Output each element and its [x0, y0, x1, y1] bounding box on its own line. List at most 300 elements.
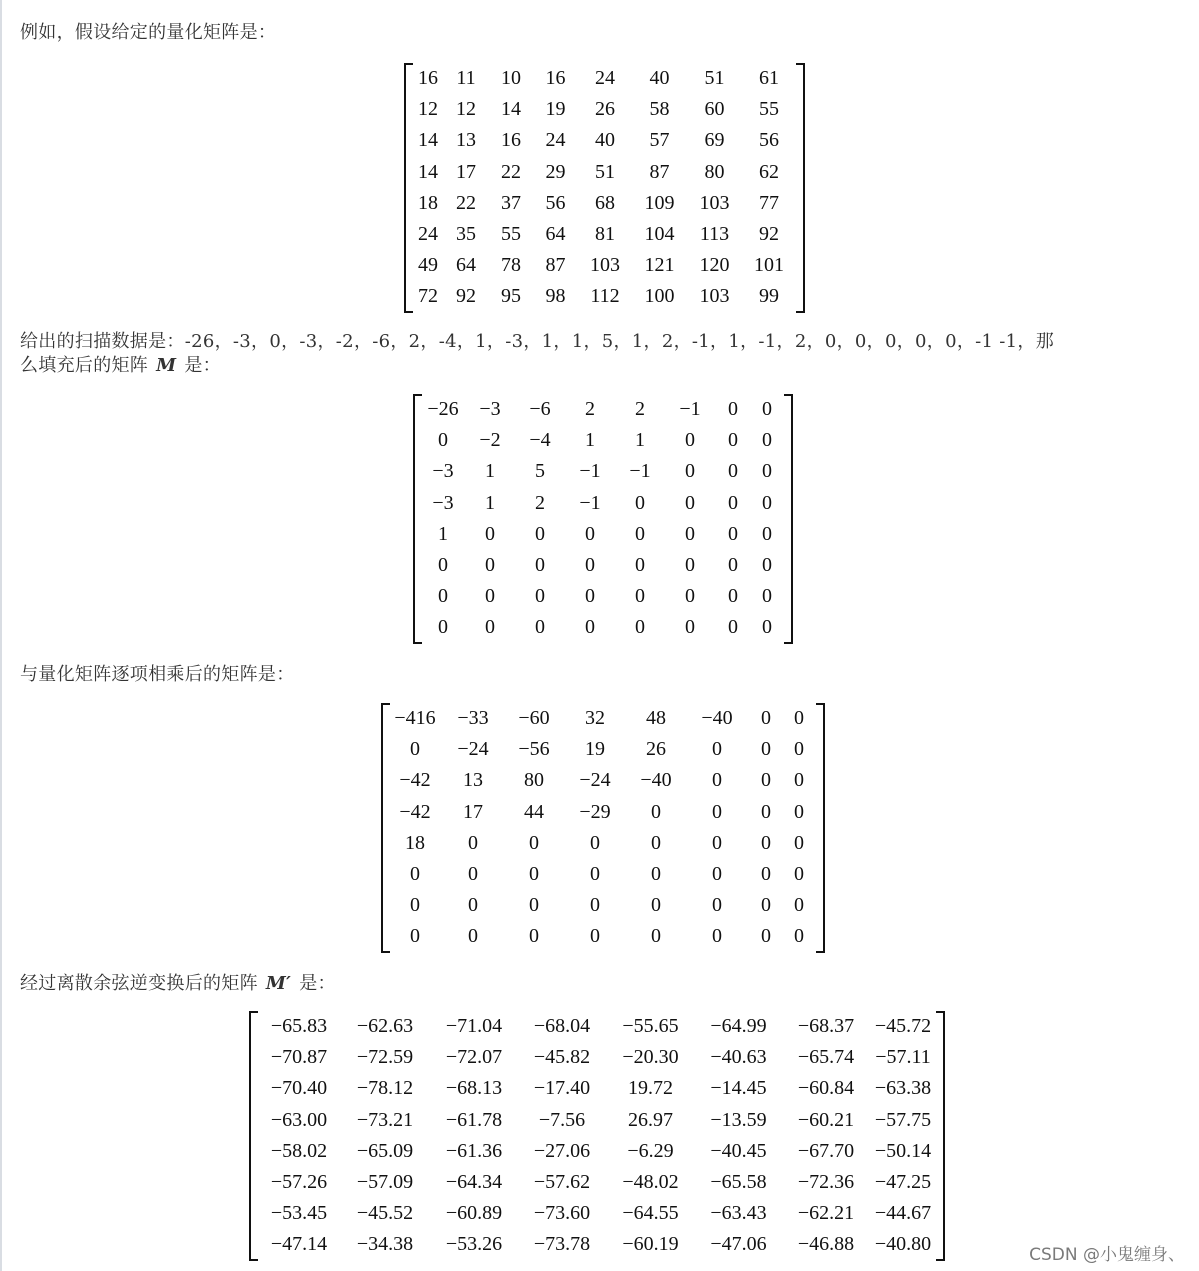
- matrix-cell: 103: [699, 191, 730, 214]
- matrix-cell: 109: [644, 191, 675, 214]
- matrix-cell: −33: [457, 707, 489, 730]
- matrix-cell: 19: [585, 738, 605, 761]
- matrix-cell: 103: [699, 285, 730, 308]
- matrix-cell: 2: [535, 491, 545, 514]
- matrix-cell: −3: [432, 491, 454, 514]
- matrix-cell: 0: [712, 925, 722, 948]
- matrix-cell: 14: [418, 129, 438, 152]
- matrix-cell: 80: [524, 769, 544, 792]
- matrix-cell: −40: [640, 769, 672, 792]
- matrix-cell: 55: [501, 223, 521, 246]
- matrix-cell: 0: [794, 925, 804, 948]
- matrix-cell: 0: [635, 585, 645, 608]
- matrix-cell: 0: [712, 800, 722, 823]
- matrix-row: [422, 425, 784, 456]
- matrix-cell: 98: [545, 285, 566, 308]
- matrix-cell: 57: [649, 129, 670, 152]
- matrix-cell: 29: [545, 160, 566, 183]
- matrix-cell: 1: [585, 429, 595, 452]
- matrix-cell: −73.78: [533, 1233, 591, 1256]
- matrix-cell: −63.38: [874, 1077, 932, 1100]
- matrix-cell: 0: [635, 554, 645, 577]
- matrix-cell: 0: [635, 522, 645, 545]
- matrix-cell: 0: [794, 894, 804, 917]
- matrix-cell: −26: [427, 398, 459, 421]
- matrix-cell: −73.60: [533, 1202, 591, 1225]
- matrix-cell: −57.75: [874, 1108, 932, 1131]
- matrix-cell: −65.83: [270, 1015, 328, 1038]
- matrix-cell: 12: [418, 98, 438, 121]
- matrix-row: [258, 1198, 936, 1229]
- matrix-row: [258, 1229, 936, 1260]
- matrix-cell: −45.82: [533, 1046, 591, 1069]
- matrix-cell: 0: [410, 863, 420, 886]
- matrix-cell: 0: [651, 925, 661, 948]
- matrix-cell: 0: [485, 616, 495, 639]
- matrix-cell: −14.45: [710, 1077, 767, 1100]
- matrix-cell: 44: [524, 800, 544, 823]
- matrix-row: [390, 765, 816, 796]
- matrix-cell: 0: [712, 863, 722, 886]
- matrix-cell: 26: [646, 738, 666, 761]
- matrix-cell: −47.06: [710, 1233, 767, 1256]
- matrix-cell: 0: [410, 894, 420, 917]
- matrix-cell: −416: [394, 707, 436, 730]
- matrix-cell: 0: [585, 554, 595, 577]
- matrix-cell: 0: [761, 738, 771, 761]
- matrix-cell: 0: [712, 769, 722, 792]
- matrix-row: [413, 281, 796, 312]
- matrix-cell: 51: [704, 67, 725, 90]
- matrix-cell: 64: [456, 254, 476, 277]
- matrix-cell: 0: [635, 616, 645, 639]
- matrix-row: [422, 456, 784, 487]
- matrix-cell: 81: [595, 223, 615, 246]
- matrix-cell: −60: [518, 707, 550, 730]
- matrix-cell: 48: [646, 707, 666, 730]
- matrix-cell: 0: [762, 491, 772, 514]
- matrix-cell: 0: [585, 616, 595, 639]
- matrix-cell: 0: [728, 398, 738, 421]
- matrix-left-bracket: [381, 703, 390, 953]
- matrix-cell: −13.59: [710, 1108, 767, 1131]
- matrix-row: [413, 157, 796, 188]
- matrix-cell: 1: [635, 429, 645, 452]
- matrix-cell: 0: [762, 554, 772, 577]
- matrix-row: [258, 1042, 936, 1073]
- matrix-cell: 19.72: [628, 1077, 673, 1100]
- matrix-cell: 69: [704, 129, 725, 152]
- math-variable-m: M: [156, 355, 177, 376]
- matrix-cell: 0: [761, 894, 771, 917]
- matrix-row: [422, 550, 784, 581]
- matrix-row: [390, 890, 816, 921]
- matrix-cell: 0: [438, 429, 448, 452]
- matrix-cell: −60.89: [445, 1202, 503, 1225]
- matrix-cell: −3: [432, 460, 454, 483]
- matrix-cell: 0: [712, 894, 722, 917]
- matrix-cell: 26.97: [628, 1108, 673, 1131]
- matrix-row: [258, 1011, 936, 1042]
- matrix-cell: 1: [438, 522, 448, 545]
- matrix-cell: 49: [418, 254, 438, 277]
- content-left-border: [0, 0, 2, 1271]
- matrix-cell: −64.99: [710, 1015, 767, 1038]
- caption-text: 么填充后的矩阵: [20, 355, 149, 376]
- matrix-cell: −45.72: [874, 1015, 932, 1038]
- matrix-cell: 0: [529, 831, 539, 854]
- matrix-cell: 60: [704, 98, 725, 121]
- matrix-cell: −62.21: [797, 1202, 855, 1225]
- matrix-cell: −24: [579, 769, 611, 792]
- matrix-cell: 22: [456, 191, 476, 214]
- product-matrix: [381, 703, 825, 953]
- math-variable-m-prime: M′: [265, 973, 292, 994]
- matrix-cell: −46.88: [797, 1233, 855, 1256]
- idct-matrix: [249, 1011, 945, 1261]
- matrix-cell: 0: [728, 491, 738, 514]
- matrix-cell: −1: [629, 460, 651, 483]
- matrix-cell: 55: [759, 98, 779, 121]
- matrix-cell: 18: [405, 831, 425, 854]
- filled-matrix-caption: [20, 354, 221, 378]
- matrix-cell: 12: [456, 98, 476, 121]
- matrix-cell: 77: [759, 191, 779, 214]
- matrix-row: [413, 188, 796, 219]
- matrix-cell: 0: [712, 738, 722, 761]
- matrix-cell: 62: [759, 160, 779, 183]
- matrix-row: [413, 63, 796, 94]
- matrix-cell: 0: [685, 585, 695, 608]
- matrix-cell: 87: [649, 160, 670, 183]
- matrix-cell: 0: [485, 585, 495, 608]
- idct-caption: [20, 972, 336, 996]
- matrix-cell: 0: [728, 429, 738, 452]
- matrix-cell: 103: [590, 254, 620, 277]
- matrix-cell: −57.09: [356, 1171, 414, 1194]
- matrix-cell: 0: [794, 831, 804, 854]
- matrix-cell: −45.52: [356, 1202, 414, 1225]
- matrix-right-bracket: [784, 394, 793, 644]
- matrix-cell: 24: [545, 129, 566, 152]
- matrix-cell: 16: [418, 67, 438, 90]
- matrix-cell: −27.06: [533, 1139, 591, 1162]
- matrix-cell: 121: [644, 254, 675, 277]
- matrix-cell: 104: [644, 223, 675, 246]
- matrix-row: [258, 1136, 936, 1167]
- matrix-cell: 0: [585, 522, 595, 545]
- matrix-cell: −34.38: [356, 1233, 414, 1256]
- matrix-cell: −6: [529, 398, 551, 421]
- matrix-left-bracket: [249, 1011, 258, 1261]
- matrix-cell: −3: [479, 398, 501, 421]
- matrix-cell: −61.36: [445, 1139, 503, 1162]
- matrix-cell: 0: [438, 616, 448, 639]
- matrix-cell: −70.40: [270, 1077, 328, 1100]
- matrix-row: [413, 250, 796, 281]
- matrix-cell: 87: [545, 254, 566, 277]
- intro-text: 例如，假设给定的量化矩阵是：: [20, 22, 277, 43]
- matrix-cell: 40: [649, 67, 670, 90]
- matrix-cell: 0: [535, 522, 545, 545]
- matrix-cell: 0: [762, 398, 772, 421]
- matrix-cell: 0: [794, 863, 804, 886]
- matrix-cell: 24: [595, 67, 615, 90]
- matrix-cell: 112: [590, 285, 620, 308]
- matrix-row: [422, 394, 784, 425]
- matrix-cell: 0: [485, 522, 495, 545]
- matrix-cell: 26: [595, 98, 615, 121]
- matrix-cell: 19: [545, 98, 566, 121]
- matrix-cell: −60.19: [622, 1233, 679, 1256]
- matrix-cell: 0: [529, 894, 539, 917]
- matrix-cell: 16: [545, 67, 566, 90]
- matrix-cell: −68.04: [533, 1015, 591, 1038]
- matrix-cell: 0: [761, 769, 771, 792]
- matrix-cell: 113: [699, 223, 730, 246]
- matrix-cell: −47.25: [874, 1171, 932, 1194]
- matrix-cell: 56: [545, 191, 566, 214]
- matrix-cell: −56: [518, 738, 550, 761]
- matrix-left-bracket: [413, 394, 422, 644]
- matrix-cell: −70.87: [270, 1046, 328, 1069]
- matrix-cell: 0: [438, 554, 448, 577]
- matrix-cell: −72.59: [356, 1046, 414, 1069]
- matrix-cell: −57.26: [270, 1171, 328, 1194]
- matrix-cell: 0: [651, 863, 661, 886]
- matrix-cell: 0: [794, 707, 804, 730]
- matrix-cell: 0: [685, 554, 695, 577]
- matrix-cell: 0: [485, 554, 495, 577]
- matrix-cell: 22: [501, 160, 521, 183]
- matrix-cell: −47.14: [270, 1233, 328, 1256]
- matrix-cell: 40: [595, 129, 615, 152]
- matrix-cell: −40.80: [874, 1233, 932, 1256]
- matrix-cell: 0: [728, 616, 738, 639]
- matrix-cell: −48.02: [622, 1171, 679, 1194]
- matrix-cell: −50.14: [874, 1139, 932, 1162]
- matrix-cell: −68.37: [797, 1015, 855, 1038]
- matrix-cell: 17: [463, 800, 483, 823]
- scan-data-text: 给出的扫描数据是：-26，-3，0，-3，-2，-6，2，-4，1，-3，1，1，5，1，2，-1，1，-1，2，0，0，0，0，0，-1 -1，那: [20, 331, 1055, 352]
- matrix-right-bracket: [796, 63, 805, 313]
- matrix-cell: 11: [456, 67, 476, 90]
- caption-suffix: 是：: [184, 355, 221, 376]
- matrix-cell: −57.11: [875, 1046, 931, 1069]
- matrix-row: [258, 1105, 936, 1136]
- matrix-cell: 0: [728, 522, 738, 545]
- matrix-cell: −64.34: [445, 1171, 503, 1194]
- matrix-cell: 0: [529, 925, 539, 948]
- matrix-cell: 13: [456, 129, 476, 152]
- matrix-cell: 0: [728, 554, 738, 577]
- matrix-cell: −29: [579, 800, 611, 823]
- matrix-cell: 0: [712, 831, 722, 854]
- matrix-cell: 0: [761, 707, 771, 730]
- matrix-row: [413, 219, 796, 250]
- matrix-cell: 0: [410, 925, 420, 948]
- matrix-cell: 10: [501, 67, 521, 90]
- matrix-row: [390, 828, 816, 859]
- matrix-cell: −63.00: [270, 1108, 328, 1131]
- matrix-cell: 68: [595, 191, 615, 214]
- matrix-cell: 92: [759, 223, 779, 246]
- matrix-cell: 0: [535, 585, 545, 608]
- matrix-cell: −62.63: [356, 1015, 414, 1038]
- matrix-cell: 61: [759, 67, 779, 90]
- matrix-row: [422, 612, 784, 643]
- matrix-cell: −40.63: [710, 1046, 767, 1069]
- matrix-cell: −61.78: [445, 1108, 503, 1131]
- matrix-cell: −65.09: [356, 1139, 414, 1162]
- matrix-cell: −67.70: [797, 1139, 855, 1162]
- matrix-cell: 0: [468, 863, 478, 886]
- matrix-cell: 18: [418, 191, 438, 214]
- matrix-cell: 24: [418, 223, 438, 246]
- matrix-cell: 14: [418, 160, 438, 183]
- matrix-cell: 0: [410, 738, 420, 761]
- matrix-row: [390, 734, 816, 765]
- matrix-cell: 0: [794, 800, 804, 823]
- matrix-cell: 0: [468, 831, 478, 854]
- matrix-cell: 0: [590, 863, 600, 886]
- matrix-cell: 0: [529, 863, 539, 886]
- matrix-right-bracket: [816, 703, 825, 953]
- matrix-cell: −71.04: [445, 1015, 503, 1038]
- matrix-row: [413, 94, 796, 125]
- matrix-cell: 92: [456, 285, 476, 308]
- matrix-cell: 51: [595, 160, 615, 183]
- matrix-cell: 0: [761, 863, 771, 886]
- matrix-cell: 0: [728, 585, 738, 608]
- matrix-cell: 2: [585, 398, 595, 421]
- matrix-cell: 0: [535, 554, 545, 577]
- matrix-cell: 100: [644, 285, 675, 308]
- matrix-cell: 0: [762, 616, 772, 639]
- matrix-cell: 72: [418, 285, 438, 308]
- matrix-cell: 120: [699, 254, 730, 277]
- matrix-cell: −24: [457, 738, 489, 761]
- matrix-cell: −60.84: [797, 1077, 855, 1100]
- matrix-cell: −60.21: [797, 1108, 855, 1131]
- matrix-cell: −2: [479, 429, 501, 452]
- matrix-cell: −40: [701, 707, 733, 730]
- matrix-cell: −65.74: [797, 1046, 855, 1069]
- matrix-row: [422, 488, 784, 519]
- matrix-row: [390, 859, 816, 890]
- matrix-cell: −72.36: [797, 1171, 855, 1194]
- matrix-cell: 0: [635, 491, 645, 514]
- matrix-cell: 37: [501, 191, 521, 214]
- matrix-cell: 0: [685, 460, 695, 483]
- matrix-cell: −78.12: [356, 1077, 414, 1100]
- caption-text: 经过离散余弦逆变换后的矩阵: [20, 973, 258, 994]
- matrix-cell: 0: [590, 831, 600, 854]
- watermark: CSDN @小鬼缠身、: [1029, 1245, 1185, 1265]
- matrix-row: [258, 1073, 936, 1104]
- matrix-cell: −4: [529, 429, 551, 452]
- matrix-cell: 0: [728, 460, 738, 483]
- matrix-cell: 95: [501, 285, 521, 308]
- matrix-cell: −53.26: [445, 1233, 503, 1256]
- matrix-row: [413, 125, 796, 156]
- matrix-cell: 35: [456, 223, 476, 246]
- matrix-cell: −1: [579, 491, 601, 514]
- matrix-cell: −6.29: [627, 1139, 674, 1162]
- matrix-cell: −68.13: [445, 1077, 503, 1100]
- matrix-left-bracket: [404, 63, 413, 313]
- matrix-cell: 0: [438, 585, 448, 608]
- matrix-cell: 56: [759, 129, 779, 152]
- matrix-cell: 0: [685, 522, 695, 545]
- matrix-cell: 0: [590, 925, 600, 948]
- matrix-cell: 1: [485, 460, 495, 483]
- matrix-cell: 0: [685, 491, 695, 514]
- matrix-cell: 0: [590, 894, 600, 917]
- matrix-row: [390, 921, 816, 952]
- matrix-cell: −53.45: [270, 1202, 328, 1225]
- matrix-cell: 0: [794, 769, 804, 792]
- matrix-row: [258, 1167, 936, 1198]
- matrix-cell: −42: [399, 800, 431, 823]
- matrix-row: [390, 797, 816, 828]
- matrix-cell: 58: [649, 98, 670, 121]
- matrix-cell: 0: [585, 585, 595, 608]
- matrix-cell: 0: [685, 616, 695, 639]
- matrix-cell: −1: [679, 398, 701, 421]
- caption-suffix: 是：: [299, 973, 336, 994]
- matrix-cell: −1: [579, 460, 601, 483]
- matrix-cell: 99: [759, 285, 779, 308]
- matrix-cell: −44.67: [874, 1202, 932, 1225]
- matrix-cell: 0: [685, 429, 695, 452]
- matrix-cell: 0: [651, 800, 661, 823]
- matrix-cell: −63.43: [710, 1202, 767, 1225]
- matrix-cell: 0: [651, 894, 661, 917]
- matrix-cell: −40.45: [710, 1139, 767, 1162]
- matrix-cell: 0: [761, 831, 771, 854]
- matrix-cell: 0: [762, 522, 772, 545]
- matrix-right-bracket: [936, 1011, 945, 1261]
- matrix-cell: 0: [794, 738, 804, 761]
- filled-matrix: [413, 394, 793, 644]
- matrix-cell: 0: [761, 800, 771, 823]
- matrix-cell: 0: [762, 460, 772, 483]
- matrix-cell: −7.56: [538, 1108, 586, 1131]
- matrix-cell: 16: [501, 129, 521, 152]
- matrix-cell: −20.30: [622, 1046, 679, 1069]
- matrix-cell: 17: [456, 160, 476, 183]
- matrix-row: [422, 581, 784, 612]
- matrix-cell: −72.07: [445, 1046, 503, 1069]
- matrix-cell: −58.02: [270, 1139, 328, 1162]
- matrix-cell: 0: [535, 616, 545, 639]
- matrix-cell: −55.65: [622, 1015, 679, 1038]
- matrix-cell: 64: [545, 223, 566, 246]
- matrix-cell: −73.21: [356, 1108, 414, 1131]
- matrix-cell: 13: [463, 769, 483, 792]
- matrix-cell: 0: [762, 429, 772, 452]
- matrix-cell: 0: [468, 925, 478, 948]
- matrix-cell: 0: [762, 585, 772, 608]
- matrix-cell: 80: [704, 160, 725, 183]
- matrix-cell: 2: [635, 398, 645, 421]
- matrix-cell: 0: [651, 831, 661, 854]
- matrix-cell: −64.55: [622, 1202, 679, 1225]
- matrix-cell: −17.40: [533, 1077, 591, 1100]
- matrix-cell: 32: [585, 707, 605, 730]
- matrix-cell: −57.62: [533, 1171, 591, 1194]
